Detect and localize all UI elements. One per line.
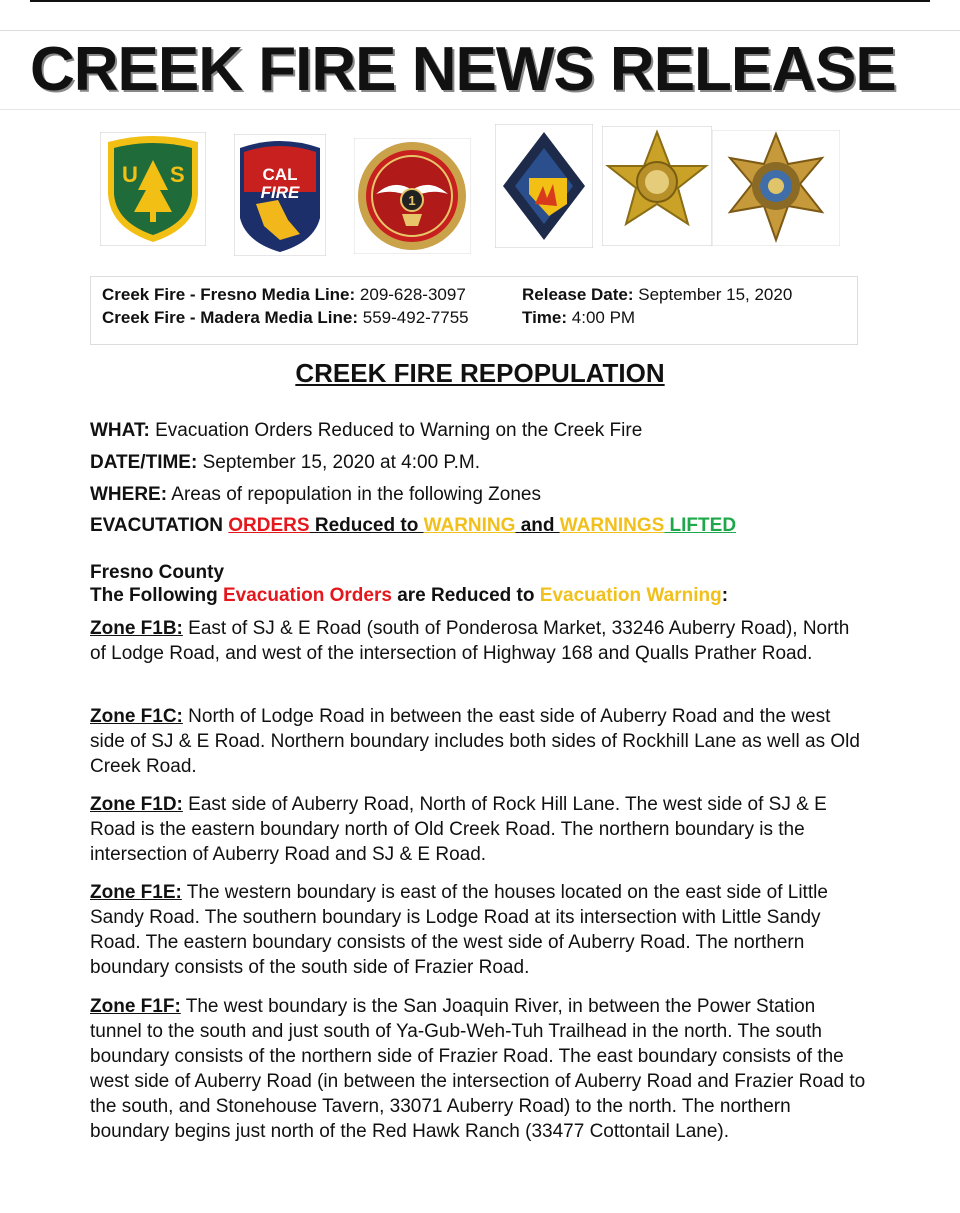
madera-county-sheriff-star-icon bbox=[602, 126, 712, 246]
following-text: The Following bbox=[90, 585, 223, 606]
what-line bbox=[90, 420, 642, 442]
evac-reduced: Reduced to bbox=[309, 515, 424, 536]
evac-prefix: EVACUTATION bbox=[90, 515, 229, 536]
evac-warnings: WARNINGS bbox=[559, 515, 665, 536]
zone-description: East of SJ & E Road (south of Ponderosa Market, 33246 Auberry Road), North of Lodge Road, and west of the intersection of Highway 168 and Qualls Prather Road. bbox=[90, 618, 850, 664]
date-line bbox=[90, 452, 480, 474]
release-date-label: Release Date: bbox=[522, 285, 634, 304]
zone-label: Zone F1C: bbox=[90, 706, 183, 727]
release-date-value: September 15, 2020 bbox=[633, 285, 793, 304]
media-contact-box bbox=[90, 276, 858, 345]
madera-media-line bbox=[102, 308, 469, 328]
fresno-media-line-number: 209-628-3097 bbox=[355, 285, 466, 304]
date-value: September 15, 2020 at 4:00 P.M. bbox=[197, 452, 481, 473]
zone-description: East side of Auberry Road, North of Rock Hill Lane. The west side of SJ & E Road is the eastern boundary north of Old Creek Road. The northern boundary is the intersection of Auberry Road and SJ & E Road. bbox=[90, 794, 827, 865]
great-basin-team-logo-icon bbox=[495, 124, 593, 248]
evac-lifted: LIFTED bbox=[664, 515, 737, 536]
release-title: CREEK FIRE REPOPULATION bbox=[295, 358, 665, 388]
zone-label: Zone F1F: bbox=[90, 996, 181, 1017]
colon-text: : bbox=[721, 585, 729, 606]
zone-label: Zone F1B: bbox=[90, 618, 183, 639]
zone-description: The west boundary is the San Joaquin River, in between the Power Station tunnel to the south and just south of Ya-Gub-Weh-Tuh Trailhead in the north. The south boundary consists of the northern side of Frazier Road. The east boundary consists of the west side of Auberry Road (in between the intersection of Auberry Road and Frazier Road to the south, and Stonehouse Tavern, 33071 Auberry Road) to the north. The northern boundary begins just north of the Red Hawk Ranch (33477 Cottontail Lane). bbox=[90, 996, 866, 1142]
what-label: WHAT: bbox=[90, 420, 150, 441]
madera-media-line-label: Creek Fire - Madera Media Line: bbox=[102, 308, 359, 327]
madera-media-line-number: 559-492-7755 bbox=[358, 308, 469, 327]
release-time-value: 4:00 PM bbox=[567, 308, 636, 327]
forest-service-shield-icon bbox=[100, 132, 206, 246]
svg-text:S: S bbox=[170, 162, 185, 187]
evacuation-warning-text: Evacuation Warning bbox=[539, 585, 722, 606]
date-label: DATE/TIME: bbox=[90, 452, 198, 473]
zone-label: Zone F1E: bbox=[90, 882, 182, 903]
cal-fire-badge-icon bbox=[234, 134, 326, 256]
svg-text:1: 1 bbox=[408, 193, 416, 208]
zone-f1f bbox=[90, 994, 870, 1144]
fresno-media-line bbox=[102, 285, 466, 305]
header-banner bbox=[0, 30, 960, 110]
svg-text:FIRE: FIRE bbox=[260, 183, 300, 202]
zone-f1d bbox=[90, 792, 870, 867]
evac-orders: ORDERS bbox=[228, 515, 310, 536]
release-time-label: Time: bbox=[522, 308, 568, 327]
what-value: Evacuation Orders Reduced to Warning on the Creek Fire bbox=[149, 420, 643, 441]
page-title: CREEK FIRE NEWS RELEASE bbox=[30, 35, 896, 104]
zone-f1c bbox=[90, 704, 870, 779]
zone-description: North of Lodge Road in between the east side of Auberry Road and the west side of SJ & E Road. Northern boundary includes both sides of Rockhill Lane as well as Old Creek Road. bbox=[90, 706, 860, 777]
zone-f1b bbox=[90, 616, 870, 666]
reduced-to-text: are Reduced to bbox=[391, 585, 540, 606]
evacuation-status-line bbox=[90, 515, 736, 537]
county-heading: Fresno County bbox=[90, 562, 225, 583]
where-value: Areas of repopulation in the following Zones bbox=[167, 484, 541, 505]
zone-description: The western boundary is east of the houses located on the east side of Little Sandy Road. The southern boundary is Lodge Road at its intersection with Little Sandy Road. The eastern boundary consists of the west side of Auberry Road. The northern boundary consists of the south side of Frazier Road. bbox=[90, 882, 828, 978]
zone-label: Zone F1D: bbox=[90, 794, 183, 815]
svg-text:U: U bbox=[122, 162, 138, 187]
where-label: WHERE: bbox=[90, 484, 168, 505]
evac-and: and bbox=[515, 515, 560, 536]
fresno-county-sheriff-star-icon bbox=[712, 130, 840, 246]
evacuation-orders-text: Evacuation Orders bbox=[222, 585, 392, 606]
where-line bbox=[90, 484, 541, 506]
county-subheading bbox=[90, 585, 728, 607]
top-rule bbox=[30, 0, 930, 2]
incident-management-team-seal-icon bbox=[354, 138, 471, 254]
agency-logos bbox=[0, 124, 960, 259]
zone-f1e bbox=[90, 880, 870, 980]
release-date bbox=[522, 285, 792, 305]
evac-warning: WARNING bbox=[423, 515, 516, 536]
fresno-media-line-label: Creek Fire - Fresno Media Line: bbox=[102, 285, 356, 304]
release-time bbox=[522, 308, 635, 328]
svg-text:CAL: CAL bbox=[262, 165, 298, 184]
